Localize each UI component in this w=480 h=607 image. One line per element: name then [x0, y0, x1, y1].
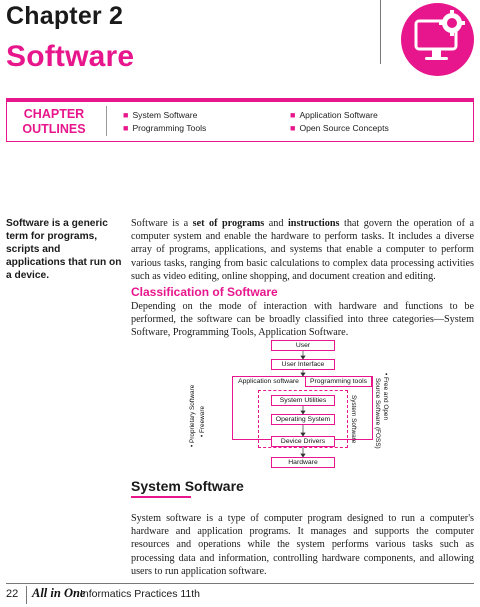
- diagram-application-software: Application software: [235, 377, 302, 387]
- bullet-icon: ■: [290, 123, 296, 133]
- sidebar-note: Software is a generic term for programs, scripts and applications that run on a device.: [6, 218, 122, 281]
- intro-paragraph: Software is a set of programs and instructions that govern the operation of a computer system and enable the hardware to perform tasks. It includes a diverse array of programs, applications, and systems that enable a computer to perform various tasks, ranging from basic calculations to complex data processing activities such as video editing, online shopping, and document creation and editing.: [131, 218, 474, 282]
- bullet-icon: ■: [123, 123, 129, 133]
- diagram-hardware: Hardware: [271, 457, 335, 468]
- footer-divider: [6, 583, 474, 584]
- diagram-user: User: [271, 340, 335, 351]
- system-software-paragraph: System software is a type of computer program designed to run a computer's hardware and application programs. It manages and supports the computer resources and operations while the system performs various tasks such as processing data and information, controlling hardware components, and allowing users to run application software.: [131, 513, 474, 577]
- diagram-label-foss-1: • Free and Open: [382, 373, 389, 420]
- diagram-label-foss-2: Source Software (FOSS): [374, 378, 381, 449]
- diagram-programming-tools: Programming tools: [305, 376, 372, 387]
- outline-item-programming-tools: ■ Programming Tools: [123, 123, 207, 133]
- book-title: Informatics Practices 11th: [80, 588, 201, 600]
- diagram-device-drivers: Device Drivers: [271, 436, 335, 447]
- outline-item-system-software: ■ System Software: [123, 110, 198, 120]
- brand-logo: All in One: [32, 586, 86, 600]
- outline-item-open-source: ■ Open Source Concepts: [290, 123, 389, 133]
- system-software-heading: System Software: [131, 478, 244, 494]
- diagram-label-proprietary: • Proprietary Software: [189, 384, 196, 447]
- outline-label-line1: CHAPTER: [23, 107, 85, 121]
- page-number: 22: [6, 588, 19, 600]
- diagram-user-interface: User Interface: [271, 359, 335, 370]
- classification-heading: Classification of Software: [131, 285, 278, 299]
- outline-item-application-software: ■ Application Software: [290, 110, 378, 120]
- footer-separator: [26, 586, 27, 604]
- outline-label-line2: OUTLINES: [22, 122, 86, 136]
- chapter-title: Software: [6, 40, 135, 73]
- classification-paragraph: Depending on the mode of interaction with hardware and functions to be performed, the software can be broadly classified into three categories—System Software, Programming Tools, Application Software.: [131, 301, 474, 339]
- chapter-number: Chapter 2: [6, 2, 124, 30]
- diagram-label-system-software: System Software: [350, 395, 357, 444]
- diagram-label-freeware: • Freeware: [199, 405, 206, 437]
- diagram-system-utilities: System Utilities: [271, 395, 335, 406]
- bullet-icon: ■: [290, 110, 296, 120]
- diagram-operating-system: Operating System: [271, 414, 335, 425]
- bullet-icon: ■: [123, 110, 129, 120]
- heading-underline: [131, 496, 191, 498]
